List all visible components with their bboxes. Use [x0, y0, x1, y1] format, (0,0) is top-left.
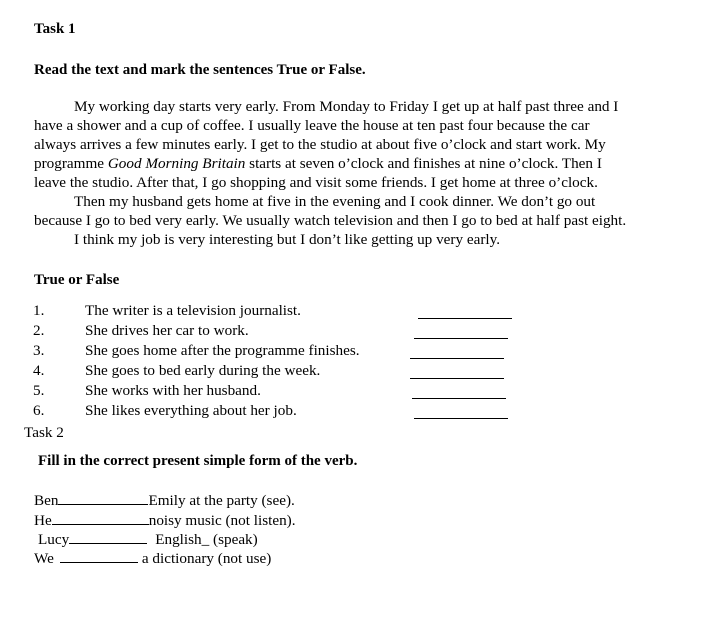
passage-line: leave the studio. After that, I go shopping and visit some friends. I get home at three o’clock. — [34, 174, 598, 191]
tf-number: 6. — [33, 402, 45, 419]
passage-line: I think my job is very interesting but I don’t like getting up very early. — [74, 231, 501, 248]
task2-instruction: Fill in the correct present simple form of the verb. — [38, 453, 358, 469]
passage-text: programme — [34, 155, 108, 172]
fill-row — [38, 529, 258, 549]
tf-sentence: She works with her husband. — [85, 382, 261, 399]
fill-subject: Ben — [34, 492, 59, 509]
programme-title: Good Morning Britain — [107, 155, 246, 172]
verb-blank[interactable] — [69, 529, 147, 544]
fill-subject: We — [34, 550, 54, 567]
answer-blank[interactable] — [410, 358, 504, 359]
fill-row — [34, 510, 296, 530]
true-false-heading: True or False — [34, 272, 120, 288]
fill-rest: a dictionary (not use) — [141, 550, 272, 567]
task2-heading: Task 2 — [24, 424, 64, 441]
verb-blank[interactable] — [60, 548, 138, 563]
task1-instruction: Read the text and mark the sentences True or False. — [34, 62, 366, 78]
fill-rest: Emily at the party (see). — [148, 492, 295, 509]
tf-sentence: She drives her car to work. — [85, 322, 249, 339]
answer-blank[interactable] — [418, 318, 512, 319]
answer-blank[interactable] — [414, 338, 508, 339]
task1-heading: Task 1 — [34, 21, 76, 37]
fill-rest: English_ (speak) — [155, 531, 258, 548]
fill-subject: He — [34, 512, 52, 529]
answer-blank[interactable] — [412, 398, 506, 399]
passage-line: Then my husband gets home at five in the evening and I cook dinner. We don’t go out — [74, 193, 596, 210]
fill-subject: Lucy — [38, 531, 70, 548]
passage-line: always arrives a few minutes early. I get to the studio at about five o’clock and start work. My — [34, 136, 606, 153]
verb-blank[interactable] — [58, 490, 148, 505]
passage-line: because I go to bed very early. We usually watch television and then I go to bed at half past eight. — [34, 212, 627, 229]
tf-number: 1. — [33, 302, 45, 319]
fill-row — [34, 490, 295, 510]
passage-line: have a shower and a cup of coffee. I usually leave the house at ten past four because the car — [34, 117, 590, 134]
fill-row — [34, 548, 271, 568]
passage-text: starts at seven o’clock and finishes at nine o’clock. Then I — [245, 155, 602, 172]
passage-line: My working day starts very early. From Monday to Friday I get up at half past three and I — [74, 98, 619, 115]
verb-blank[interactable] — [52, 510, 149, 525]
tf-number: 5. — [33, 382, 45, 399]
tf-number: 2. — [33, 322, 45, 339]
tf-sentence: She goes to bed early during the week. — [85, 362, 321, 379]
fill-rest: noisy music (not listen). — [148, 512, 296, 529]
passage-line — [34, 154, 602, 173]
tf-sentence: The writer is a television journalist. — [85, 302, 301, 319]
tf-sentence: She goes home after the programme finishes. — [85, 342, 360, 359]
answer-blank[interactable] — [410, 378, 504, 379]
answer-blank[interactable] — [414, 418, 508, 419]
tf-number: 3. — [33, 342, 45, 359]
tf-sentence: She likes everything about her job. — [85, 402, 297, 419]
tf-number: 4. — [33, 362, 45, 379]
